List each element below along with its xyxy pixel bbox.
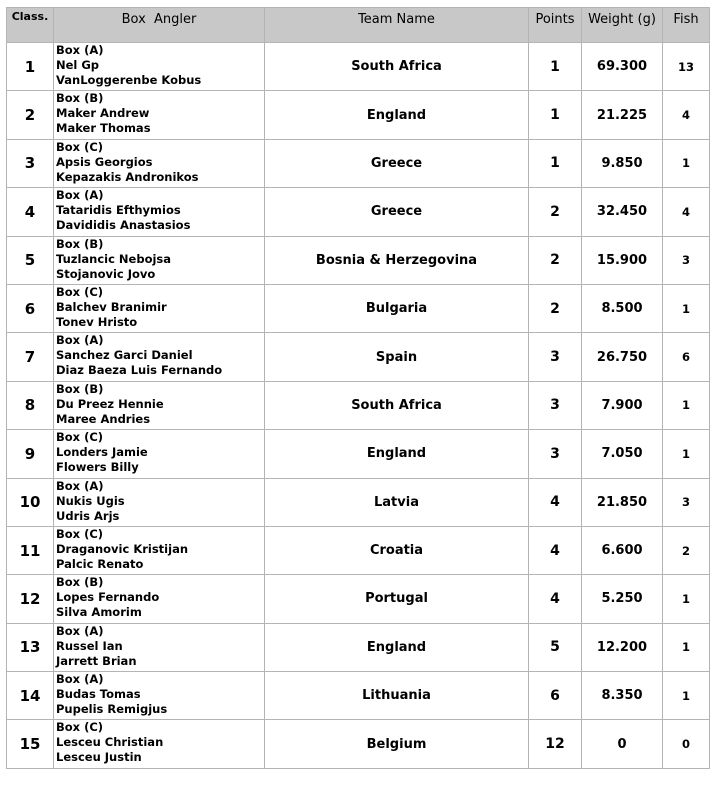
- angler-name: Lesceu Justin: [56, 750, 142, 765]
- table-row: [7, 623, 710, 671]
- header-points: Points: [529, 8, 582, 43]
- box-angler-cell: [54, 43, 265, 91]
- box-angler-cell: [54, 720, 265, 768]
- class-cell: 5: [7, 236, 54, 284]
- weight-cell: 6.600: [582, 526, 663, 574]
- results-table: [6, 7, 710, 769]
- team-cell: Greece: [265, 188, 529, 236]
- weight-cell: 21.850: [582, 478, 663, 526]
- fish-cell: 2: [663, 526, 710, 574]
- box-angler-cell: [54, 236, 265, 284]
- box-angler-cell: [54, 478, 265, 526]
- team-cell: Portugal: [265, 575, 529, 623]
- class-cell: 14: [7, 672, 54, 720]
- box-label: Box (C): [56, 720, 104, 735]
- points-cell: 2: [529, 188, 582, 236]
- class-cell: 6: [7, 284, 54, 332]
- points-cell: 3: [529, 430, 582, 478]
- table-row: [7, 284, 710, 332]
- points-cell: 2: [529, 284, 582, 332]
- class-cell: 1: [7, 43, 54, 91]
- angler-name: Balchev Branimir: [56, 299, 167, 314]
- header-box-angler: Box Angler: [54, 8, 265, 43]
- class-cell: 10: [7, 478, 54, 526]
- box-angler-cell: [54, 672, 265, 720]
- box-angler-cell: [54, 333, 265, 381]
- box-label: Box (B): [56, 381, 104, 396]
- angler-name: VanLoggerenbe Kobus: [56, 73, 202, 87]
- team-cell: Bulgaria: [265, 284, 529, 332]
- box-angler-cell: [54, 623, 265, 671]
- points-cell: 1: [529, 91, 582, 139]
- angler-name: Russel Ian: [56, 638, 123, 653]
- angler-name: Tataridis Efthymios: [56, 203, 181, 218]
- points-cell: 1: [529, 139, 582, 187]
- table-row: [7, 91, 710, 139]
- angler-name: Tonev Hristo: [56, 314, 138, 329]
- fish-cell: 6: [663, 333, 710, 381]
- angler-name: Palcic Renato: [56, 556, 144, 571]
- table-row: [7, 43, 710, 91]
- box-label: Box (C): [56, 526, 104, 541]
- table-row: [7, 139, 710, 187]
- class-cell: 8: [7, 381, 54, 429]
- angler-name: Maker Thomas: [56, 121, 151, 136]
- angler-name: Budas Tomas: [56, 687, 141, 702]
- header-team: Team Name: [265, 8, 529, 43]
- box-label: Box (A): [56, 478, 104, 493]
- weight-cell: 5.250: [582, 575, 663, 623]
- team-cell: South Africa: [265, 381, 529, 429]
- weight-cell: 32.450: [582, 188, 663, 236]
- points-cell: 4: [529, 526, 582, 574]
- team-cell: Bosnia & Herzegovina: [265, 236, 529, 284]
- class-cell: 13: [7, 623, 54, 671]
- points-cell: 12: [529, 720, 582, 768]
- angler-name: Jarrett Brian: [56, 653, 137, 668]
- team-cell: South Africa: [265, 43, 529, 91]
- table-row: [7, 575, 710, 623]
- team-cell: England: [265, 430, 529, 478]
- angler-name: Davididis Anastasios: [56, 218, 191, 233]
- points-cell: 6: [529, 672, 582, 720]
- box-label: Box (B): [56, 91, 104, 106]
- box-angler-cell: [54, 139, 265, 187]
- table-row: [7, 236, 710, 284]
- header-class: Class.: [7, 8, 54, 43]
- fish-cell: 1: [663, 623, 710, 671]
- box-label: Box (A): [56, 188, 104, 203]
- results-body: [7, 43, 710, 769]
- header-weight: Weight (g): [582, 8, 663, 43]
- fish-cell: 1: [663, 139, 710, 187]
- box-angler-cell: [54, 91, 265, 139]
- points-cell: 5: [529, 623, 582, 671]
- weight-cell: 15.900: [582, 236, 663, 284]
- fish-cell: 1: [663, 381, 710, 429]
- team-cell: Belgium: [265, 720, 529, 768]
- fish-cell: 1: [663, 284, 710, 332]
- box-label: Box (C): [56, 139, 104, 154]
- table-row: [7, 526, 710, 574]
- team-cell: England: [265, 91, 529, 139]
- table-row: [7, 672, 710, 720]
- weight-cell: 9.850: [582, 139, 663, 187]
- angler-name: Kepazakis Andronikos: [56, 169, 199, 184]
- points-cell: 4: [529, 478, 582, 526]
- fish-cell: 1: [663, 430, 710, 478]
- weight-cell: 0: [582, 720, 663, 768]
- team-cell: Lithuania: [265, 672, 529, 720]
- fish-cell: 4: [663, 91, 710, 139]
- class-cell: 2: [7, 91, 54, 139]
- table-row: [7, 188, 710, 236]
- table-row: [7, 720, 710, 768]
- box-angler-cell: [54, 430, 265, 478]
- box-label: Box (B): [56, 236, 104, 251]
- weight-cell: 8.350: [582, 672, 663, 720]
- box-label: Box (A): [56, 333, 104, 348]
- angler-name: Lopes Fernando: [56, 590, 160, 605]
- class-cell: 12: [7, 575, 54, 623]
- table-row: [7, 333, 710, 381]
- weight-cell: 21.225: [582, 91, 663, 139]
- box-label: Box (A): [56, 672, 104, 687]
- angler-name: Nel Gp: [56, 58, 100, 72]
- team-cell: Greece: [265, 139, 529, 187]
- angler-name: Apsis Georgios: [56, 154, 153, 169]
- team-cell: Croatia: [265, 526, 529, 574]
- points-cell: 1: [529, 43, 582, 91]
- angler-name: Nukis Ugis: [56, 493, 125, 508]
- box-label: Box (A): [56, 43, 104, 57]
- fish-cell: 4: [663, 188, 710, 236]
- weight-cell: 7.050: [582, 430, 663, 478]
- points-cell: 2: [529, 236, 582, 284]
- team-cell: England: [265, 623, 529, 671]
- class-cell: 9: [7, 430, 54, 478]
- angler-name: Tuzlancic Nebojsa: [56, 251, 172, 266]
- class-cell: 11: [7, 526, 54, 574]
- class-cell: 7: [7, 333, 54, 381]
- class-cell: 15: [7, 720, 54, 768]
- class-cell: 3: [7, 139, 54, 187]
- box-label: Box (A): [56, 623, 104, 638]
- angler-name: Diaz Baeza Luis Fernando: [56, 363, 223, 378]
- box-label: Box (C): [56, 430, 104, 445]
- angler-name: Maker Andrew: [56, 106, 150, 121]
- points-cell: 4: [529, 575, 582, 623]
- angler-name: Londers Jamie: [56, 445, 148, 460]
- fish-cell: 1: [663, 672, 710, 720]
- fish-cell: 3: [663, 478, 710, 526]
- fish-cell: 13: [663, 43, 710, 91]
- table-row: [7, 478, 710, 526]
- fish-cell: 0: [663, 720, 710, 768]
- fish-cell: 3: [663, 236, 710, 284]
- weight-cell: 69.300: [582, 43, 663, 91]
- box-label: Box (C): [56, 284, 104, 299]
- table-row: [7, 430, 710, 478]
- fish-cell: 1: [663, 575, 710, 623]
- points-cell: 3: [529, 381, 582, 429]
- angler-name: Flowers Billy: [56, 460, 139, 475]
- box-angler-cell: [54, 284, 265, 332]
- box-angler-cell: [54, 188, 265, 236]
- table-row: [7, 381, 710, 429]
- angler-name: Stojanovic Jovo: [56, 266, 156, 281]
- angler-name: Lesceu Christian: [56, 735, 164, 750]
- weight-cell: 12.200: [582, 623, 663, 671]
- angler-name: Silva Amorim: [56, 605, 142, 620]
- box-angler-cell: [54, 526, 265, 574]
- angler-name: Draganovic Kristijan: [56, 541, 189, 556]
- box-angler-cell: [54, 575, 265, 623]
- angler-name: Pupelis Remigjus: [56, 702, 168, 717]
- box-label: Box (B): [56, 575, 104, 590]
- team-cell: Latvia: [265, 478, 529, 526]
- angler-name: Du Preez Hennie: [56, 396, 164, 411]
- weight-cell: 26.750: [582, 333, 663, 381]
- weight-cell: 7.900: [582, 381, 663, 429]
- weight-cell: 8.500: [582, 284, 663, 332]
- box-angler-cell: [54, 381, 265, 429]
- header-row: [7, 8, 710, 43]
- points-cell: 3: [529, 333, 582, 381]
- team-cell: Spain: [265, 333, 529, 381]
- header-fish: Fish: [663, 8, 710, 43]
- angler-name: Maree Andries: [56, 411, 151, 426]
- class-cell: 4: [7, 188, 54, 236]
- angler-name: Sanchez Garci Daniel: [56, 348, 193, 363]
- angler-name: Udris Arjs: [56, 508, 120, 523]
